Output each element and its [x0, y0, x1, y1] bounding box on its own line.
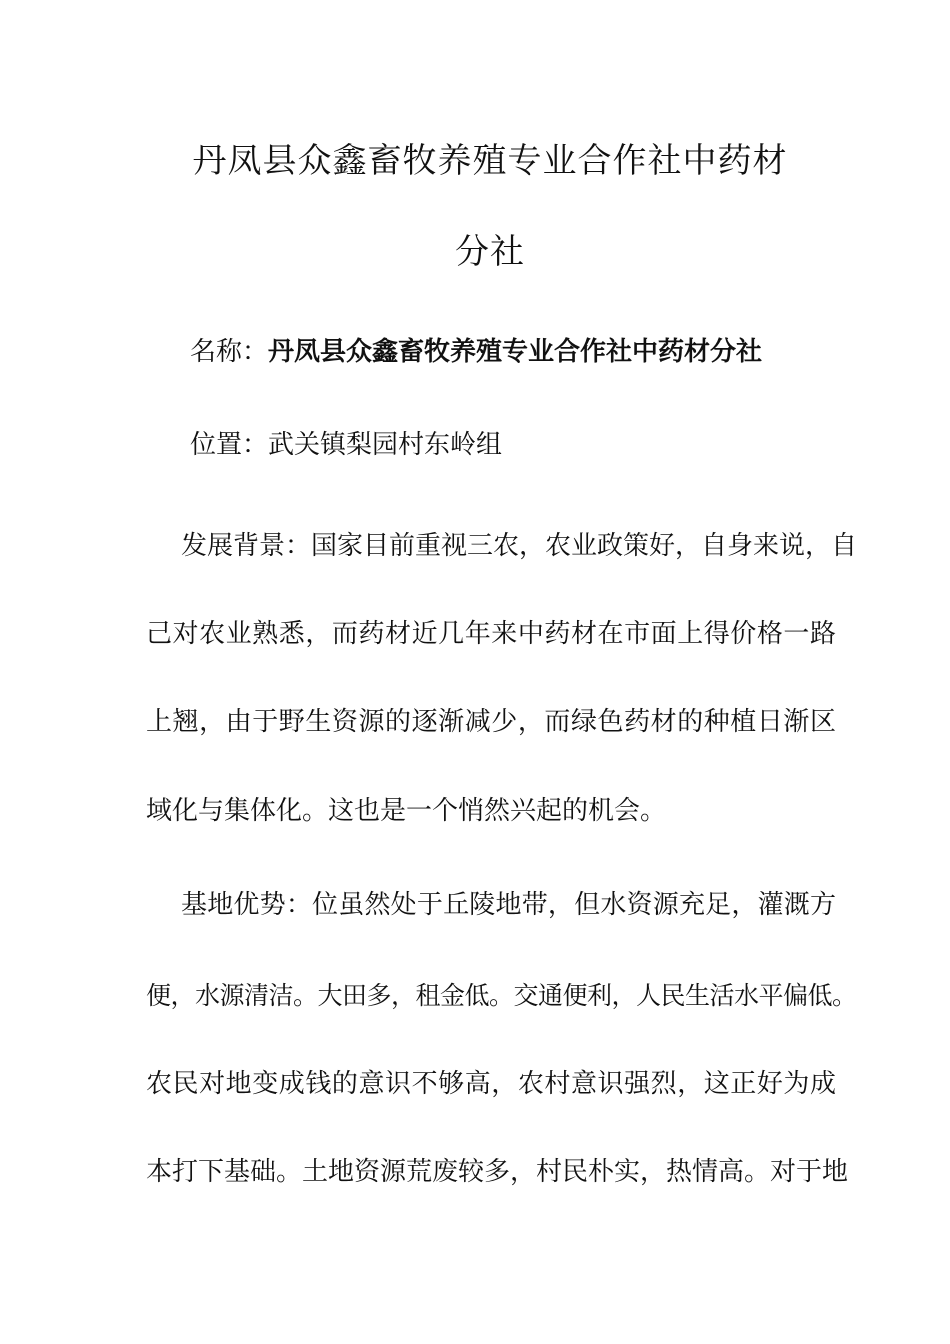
location-row	[190, 429, 836, 461]
document-title-line-1: 丹凤县众鑫畜牧养殖专业合作社中药材	[192, 141, 788, 181]
name-value: 丹凤县众鑫畜牧养殖专业合作社中药材分社	[268, 337, 763, 367]
background-line-2: 己对农业熟悉，而药材近几年来中药材在市面上得价格一路	[146, 619, 836, 649]
advantage-line-4: 本打下基础。土地资源荒废较多，村民朴实，热情高。对于地	[146, 1157, 849, 1187]
name-label: 名称：	[190, 337, 269, 367]
advantage-line-3: 农民对地变成钱的意识不够高，农村意识强烈，这正好为成	[146, 1069, 836, 1099]
background-line-4: 域化与集体化。这也是一个悄然兴起的机会。	[146, 796, 667, 826]
name-row	[190, 336, 836, 368]
advantage-line-2: 便，水源清洁。大田多，租金低。交通便利，人民生活水平偏低。	[146, 981, 857, 1010]
advantage-line-1: 基地优势：位虽然处于丘陵地带，但水资源充足，灌溉方	[181, 890, 836, 920]
document-title-line-2: 分社	[455, 232, 525, 272]
location-label: 位置：	[190, 430, 269, 460]
background-line-3: 上翘，由于野生资源的逐渐减少，而绿色药材的种植日渐区	[146, 707, 836, 737]
background-line-1: 发展背景：国家目前重视三农，农业政策好，自身来说，自	[181, 531, 858, 561]
location-value: 武关镇梨园村东岭组	[268, 430, 503, 460]
